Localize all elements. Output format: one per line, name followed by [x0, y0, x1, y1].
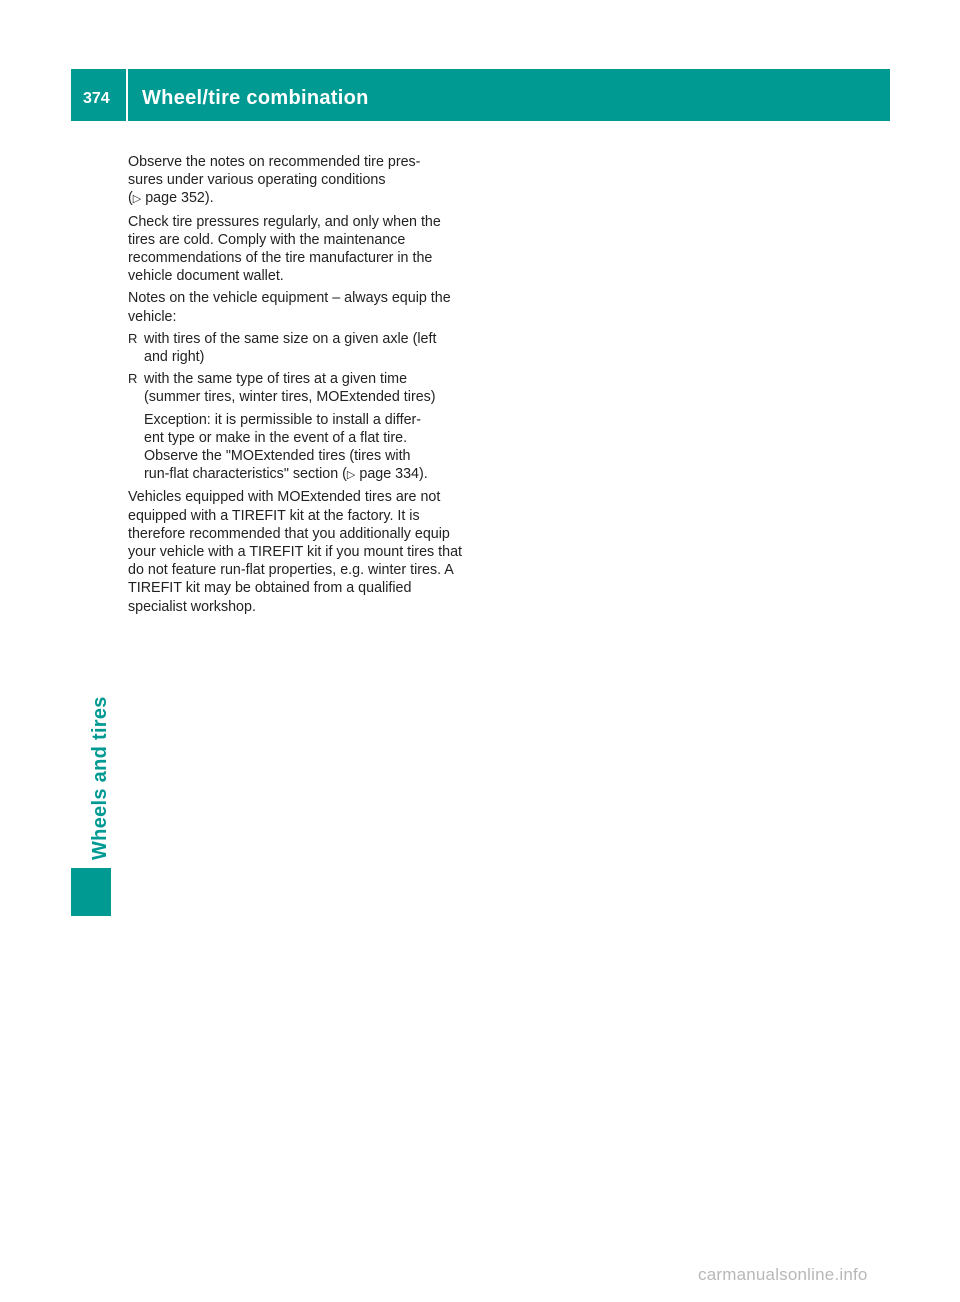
- bullet-icon: R: [128, 330, 138, 346]
- page-reference-link[interactable]: (▷ page 352).: [128, 190, 214, 207]
- page-title: Wheel/tire combination: [142, 87, 369, 109]
- side-section-label: Wheels and tires: [89, 696, 111, 860]
- exception-note: [144, 411, 462, 485]
- text-line: Observe the notes on recommended tire pres-: [128, 154, 421, 170]
- content-column: [128, 153, 462, 620]
- list-item: [128, 370, 462, 484]
- page-number: 374: [83, 90, 110, 107]
- watermark-text: carmanualsonline.info: [698, 1265, 868, 1284]
- text-line: Observe the "MOExtended tires (tires with: [144, 448, 411, 465]
- text-line: sures under various operating conditions: [128, 172, 386, 189]
- header-bar: [71, 69, 890, 121]
- list-item-text: with tires of the same size on a given axle (left and right): [144, 330, 437, 366]
- list-item-text: with the same type of tires at a given time (summer tires, winter tires, MOExtended tires): [144, 371, 436, 406]
- paragraph-tire-pressure-notes: [128, 153, 462, 209]
- page-ref-arrow-icon: ▷: [346, 469, 356, 482]
- list-item: [128, 330, 462, 366]
- equipment-bullet-list: [128, 330, 462, 485]
- header-divider: [126, 69, 128, 121]
- paragraph-check-pressures: Check tire pressures regularly, and only when the tires are cold. Comply with the maintenance recommendations of the tire manufacturer in the vehicle document wallet.: [128, 213, 441, 285]
- paragraph-equipment-notes: Notes on the vehicle equipment – always equip the vehicle:: [128, 290, 451, 325]
- side-section-tab: [71, 868, 111, 916]
- text-line: ent type or make in the event of a flat tire.: [144, 429, 408, 446]
- page-reference-link[interactable]: ▷ page 334).: [346, 466, 428, 483]
- text-line: Exception: it is permissible to install a differ-: [144, 411, 422, 428]
- page-ref-arrow-icon: ▷: [132, 193, 142, 206]
- text-line: run-flat characteristics" section (▷ page 334).: [144, 466, 428, 483]
- bullet-icon: R: [128, 371, 138, 387]
- paragraph-tirefit-kit: Vehicles equipped with MOExtended tires are not equipped with a TIREFIT kit at the factory. It is therefore recommended that you additionally equip your vehicle with a TIREFIT kit if you mount tires that do not feature run-flat properties, e.g. winter tires. A TIREFIT kit may be obtained from a qualified specialist workshop.: [128, 489, 462, 615]
